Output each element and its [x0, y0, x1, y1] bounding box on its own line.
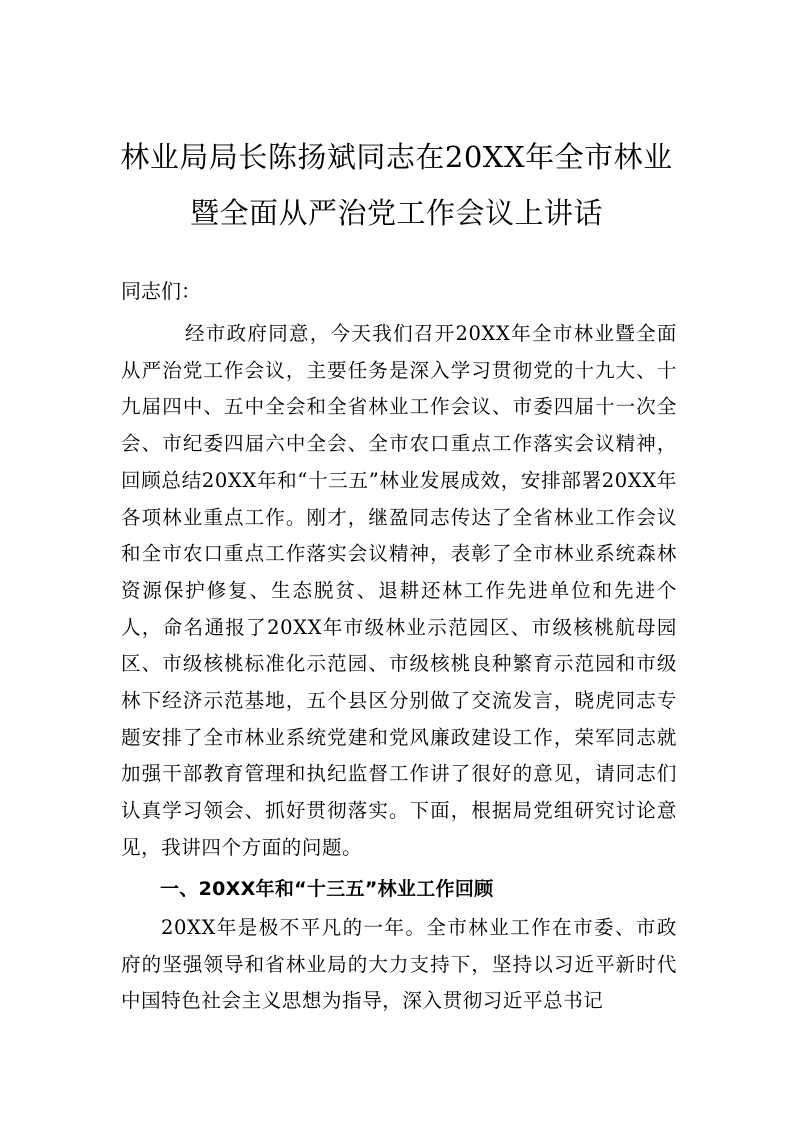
greeting: 同志们：	[121, 279, 201, 303]
section-heading-1: 一、20XX年和“十三五”林业工作回顾	[160, 878, 494, 900]
document-title-line-1: 林业局局长陈扬斌同志在20XX年全市林业	[120, 140, 673, 174]
body-paragraph-2: 20XX年是极不平凡的一年。全市林业工作在市委、市政府的坚强领导和省林业局的大力支持下，坚持以习近平新时代中国特色社会主义思想为指导，深入贯彻习近平总书记	[121, 916, 677, 1013]
body-paragraph-1: 经市政府同意，今天我们召开20XX年全市林业暨全面从严治党工作会议，主要任务是深入学习贯彻党的十九大、十九届四中、五中全会和全省林业工作会议、市委四届十一次全会、市纪委四届六中全会、全市农口重点工作落实会议精神，回顾总结20XX年和“十三五”林业发展成效，安排部署20XX年各项林业重点工作。刚才，继盈同志传达了全省林业工作会议和全市农口重点工作落实会议精神，表彰了全市林业系统森林资源保护修复、生态脱贫、退耕还林工作先进单位和先进个人，命名通报了20XX年市级林业示范园区、市级核桃航母园区、市级核桃标准化示范园、市级核桃良种繁育示范园和市级林下经济示范基地，五个县区分别做了交流发言，晓虎同志专题安排了全市林业系统党建和党风廉政建设工作，荣军同志就加强干部教育管理和执纪监督工作讲了很好的意见，请同志们认真学习领会、抓好贯彻落实。下面，根据局党组研究讨论意见，我讲四个方面的问题。	[121, 322, 677, 859]
document-title-line-2: 暨全面从严治党工作会议上讲话	[189, 196, 603, 230]
